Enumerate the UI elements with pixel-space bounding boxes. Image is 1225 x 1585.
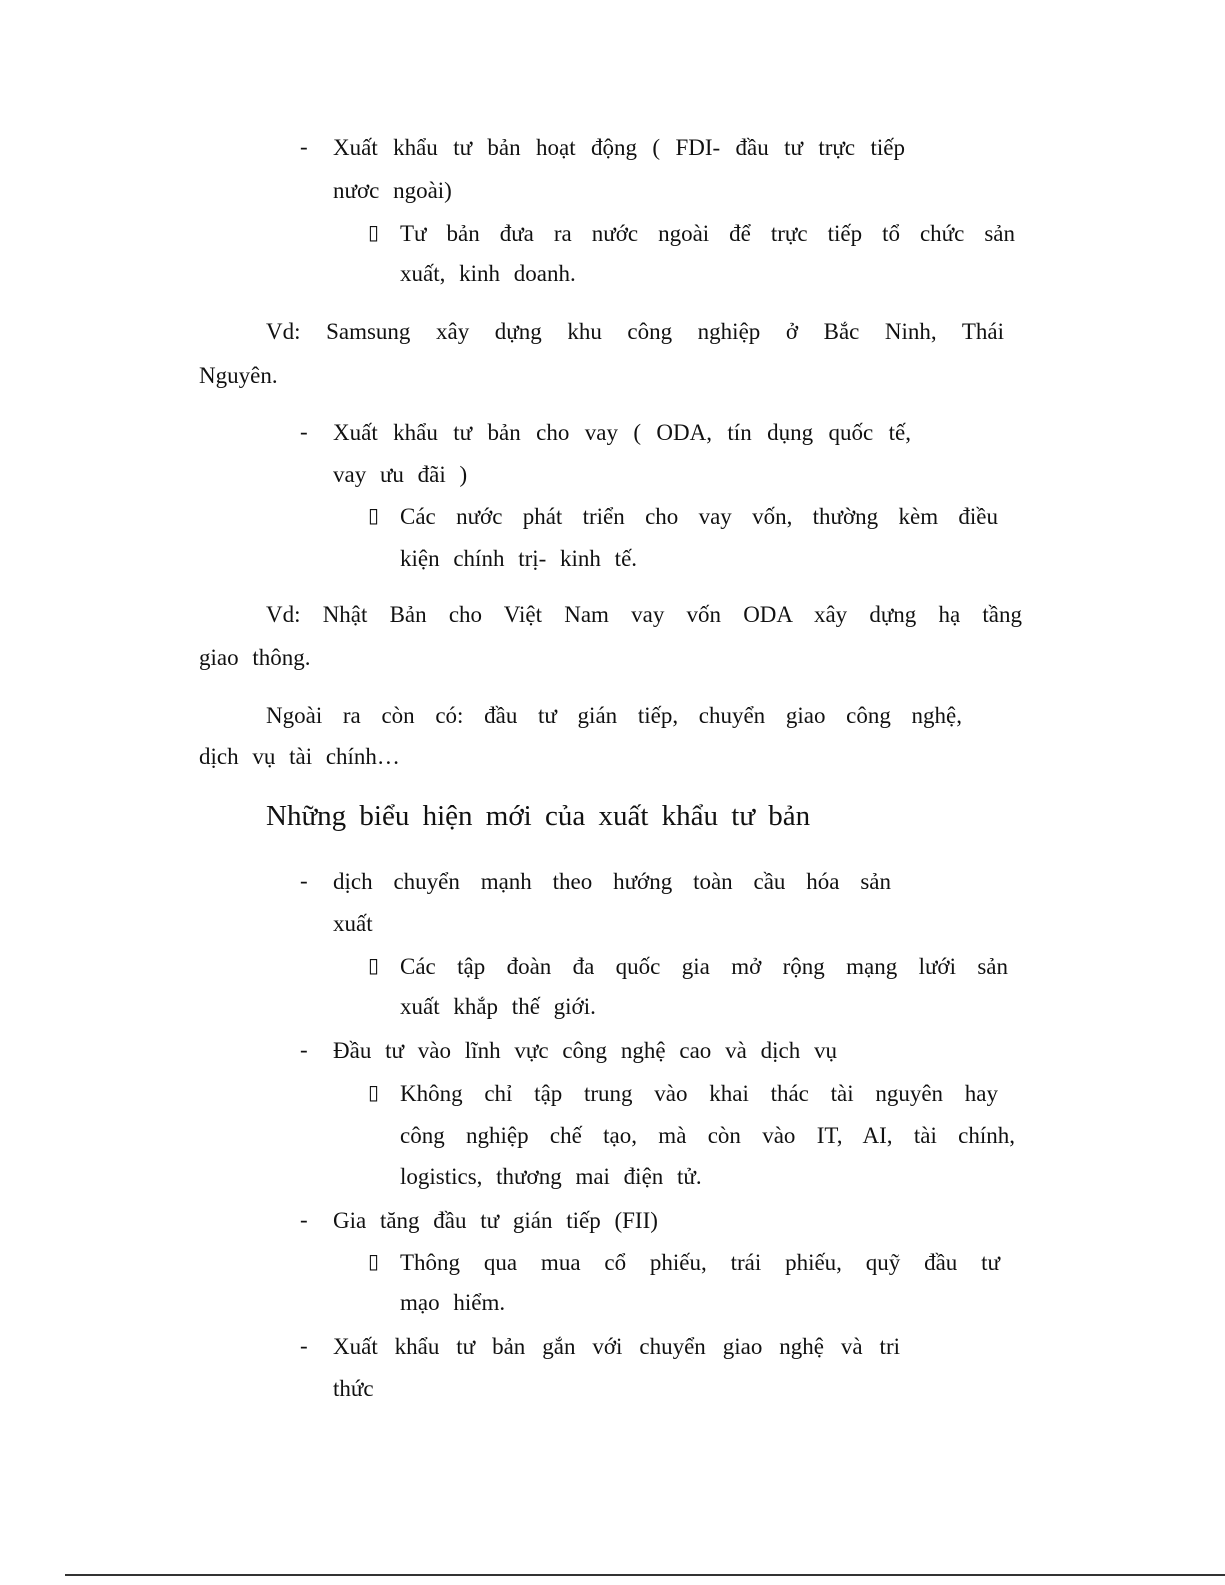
sub-item-text: xuất khắp thế giới. (400, 994, 596, 1019)
arrow-bullet-icon: ▯ (368, 503, 380, 527)
arrow-bullet-icon: ▯ (368, 220, 380, 244)
example-text: Nguyên. (199, 363, 278, 388)
list-dash: - (300, 1037, 308, 1062)
example-text: giao thông. (199, 645, 311, 670)
example-text: Vd: Samsung xây dựng khu công nghiệp ở Bắc Ninh, Thái (266, 319, 1004, 344)
list-item-globalization: dịch chuyển mạnh theo hướng toàn cầu hóa sản (333, 869, 891, 894)
list-item-text: vay ưu đãi ) (333, 462, 468, 487)
sub-item-text: Các nước phát triển cho vay vốn, thường kèm điều (400, 504, 998, 529)
list-item-oda: Xuất khẩu tư bản cho vay ( ODA, tín dụng quốc tế, (333, 420, 911, 445)
list-item-fii: Gia tăng đầu tư gián tiếp (FII) (333, 1208, 658, 1233)
list-dash: - (300, 868, 308, 893)
sub-item-text: Thông qua mua cổ phiếu, trái phiếu, quỹ đầu tư (400, 1250, 1000, 1275)
sub-item-text: kiện chính trị- kinh tế. (400, 546, 638, 571)
sub-item-text: xuất, kinh doanh. (400, 261, 576, 286)
example-text: Vd: Nhật Bản cho Việt Nam vay vốn ODA xây dựng hạ tầng (266, 602, 1022, 627)
sub-item-text: công nghiệp chế tạo, mà còn vào IT, AI, tài chính, (400, 1123, 1015, 1148)
list-dash: - (300, 134, 308, 159)
paragraph-text: dịch vụ tài chính… (199, 744, 400, 769)
page-bottom-rule (65, 1574, 1225, 1576)
list-dash: - (300, 1207, 308, 1232)
sub-item-text: logistics, thương mai điện tử. (400, 1164, 702, 1189)
sub-item-text: mạo hiểm. (400, 1290, 506, 1315)
list-item-fdi: Xuất khẩu tư bản hoạt động ( FDI- đầu tư trực tiếp (333, 135, 905, 160)
list-item-text: thức (333, 1376, 374, 1401)
paragraph-text: Ngoài ra còn có: đầu tư gián tiếp, chuyển giao công nghệ, (266, 703, 962, 728)
sub-item-text: Các tập đoàn đa quốc gia mở rộng mạng lưới sản (400, 954, 1008, 979)
list-item-text: nươc ngoài) (333, 178, 452, 203)
list-item-knowledge: Xuất khẩu tư bản gắn với chuyển giao nghệ và tri (333, 1334, 900, 1359)
list-dash: - (300, 1333, 308, 1358)
arrow-bullet-icon: ▯ (368, 1249, 380, 1273)
list-dash: - (300, 419, 308, 444)
sub-item-text: Tư bản đưa ra nước ngoài để trực tiếp tổ chức sản (400, 221, 1015, 246)
list-item-hightech: Đầu tư vào lĩnh vực công nghệ cao và dịch vụ (333, 1038, 837, 1063)
arrow-bullet-icon: ▯ (368, 953, 380, 977)
list-item-text: xuất (333, 911, 373, 936)
section-heading: Những biểu hiện mới của xuất khẩu tư bản (266, 800, 811, 832)
sub-item-text: Không chỉ tập trung vào khai thác tài nguyên hay (400, 1081, 998, 1106)
arrow-bullet-icon: ▯ (368, 1080, 380, 1104)
